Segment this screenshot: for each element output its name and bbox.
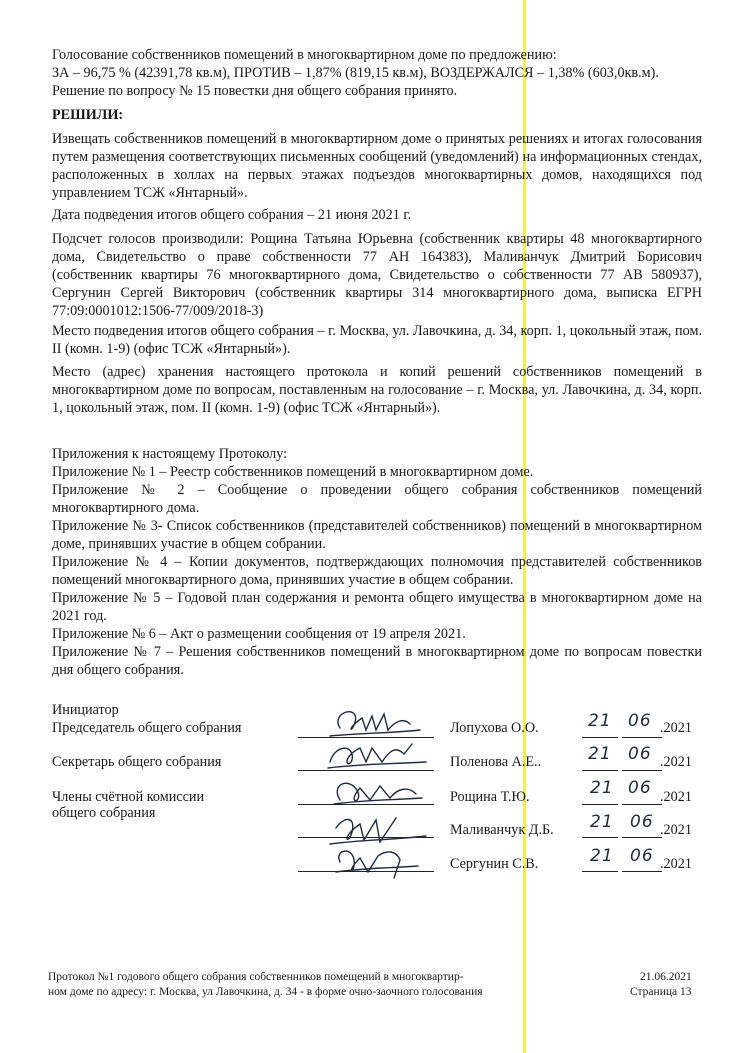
initiator-label: Инициатор <box>52 702 119 718</box>
resolved-heading: РЕШИЛИ: <box>52 107 124 123</box>
appendix-item: Приложение № 6 – Акт о размещении сообщения от 19 апреля 2021. <box>52 626 466 642</box>
date-day-line <box>582 770 618 771</box>
date-day-line <box>582 737 618 738</box>
appendix-item: Приложение № 3- Список собственников (представителей собственников) помещений в многоквартирном доме, принявших участие в общем собрании. <box>52 518 702 552</box>
vote-line-1: Голосование собственников помещений в многоквартирном доме по предложению: <box>52 47 557 63</box>
footer-protocol-line-2: ном доме по адресу: г. Москва, ул Лавочкина, д. 34 - в форме очно-заочного голосования <box>48 986 483 998</box>
handwritten-signatures <box>300 700 440 890</box>
handwritten-day: 21 <box>590 778 614 798</box>
footer-protocol-line-1: Протокол №1 годового общего собрания собственников помещений в многоквартир- <box>48 971 464 983</box>
handwritten-day: 21 <box>590 812 614 832</box>
date-month-line <box>622 871 662 872</box>
commission-label-2: общего собрания <box>52 805 156 821</box>
date-month-line <box>622 770 662 771</box>
commission-label: Члены счётной комиссии <box>52 789 205 805</box>
handwritten-month: 06 <box>630 846 654 866</box>
paragraph-storage: Место (адрес) хранения настоящего протокола и копий решений собственников помещений в многоквартирном доме по вопросам, поставленным на голосование – г. Москва, ул. Лавочкина, д. 34, корп. 1, цокольный этаж, пом. II (комн. 1-9) (офис ТСЖ «Янтарный»). <box>52 364 702 416</box>
paragraph-place: Место подведения итогов общего собрания – г. Москва, ул. Лавочкина, д. 34, корп. 1, цокольный этаж, пом. II (комн. 1-9) (офис ТСЖ «Янтарный»). <box>52 323 702 357</box>
handwritten-month: 06 <box>628 744 652 764</box>
date-year: .2021 <box>660 822 692 838</box>
handwritten-day: 21 <box>590 846 614 866</box>
appendix-item: Приложение № 7 – Решения собственников помещений в многоквартирном доме по вопросам повестки дня общего собрания. <box>52 644 702 678</box>
date-month-line <box>622 837 662 838</box>
date-month-line <box>622 804 662 805</box>
handwritten-month: 06 <box>628 778 652 798</box>
chair-label: Председатель общего собрания <box>52 720 242 736</box>
handwritten-day: 21 <box>588 744 612 764</box>
handwritten-month: 06 <box>628 711 652 731</box>
date-year: .2021 <box>660 720 692 736</box>
signer-name: Поленова А.Е.. <box>450 754 542 770</box>
handwritten-month: 06 <box>630 812 654 832</box>
date-month-line <box>622 737 662 738</box>
footer-page-number: Страница 13 <box>630 986 692 998</box>
appendices-heading: Приложения к настоящему Протоколу: <box>52 446 288 462</box>
vote-line-3: Решение по вопросу № 15 повестки дня общего собрания принято. <box>52 83 458 99</box>
date-day-line <box>582 871 618 872</box>
paragraph-counters: Подсчет голосов производили: Рощина Татьяна Юрьевна (собственник квартиры 48 многоквартирного дома, Свидетельство о праве собственности 77 АН 164383), Маливанчук Дмитрий Борисович (собственник квартиры 76 многоквартирного дома, Свидетельство о собственности 77 АВ 580937), Сергунин Сергей Викторович (собственник квартиры 314 многоквартирного дома, выписка ЕГРН 77:09:0001012:1506-77/009/2018-3) <box>52 231 702 319</box>
date-year: .2021 <box>660 754 692 770</box>
appendix-item: Приложение № 5 – Годовой план содержания и ремонта общего имущества в многоквартирном доме на 2021 год. <box>52 590 702 624</box>
date-year: .2021 <box>660 856 692 872</box>
paragraph-date: Дата подведения итогов общего собрания – 21 июня 2021 г. <box>52 207 412 223</box>
date-year: .2021 <box>660 789 692 805</box>
signer-name: Маливанчук Д.Б. <box>450 822 554 838</box>
date-day-line <box>582 837 618 838</box>
secretary-label: Секретарь общего собрания <box>52 754 222 770</box>
date-day-line <box>582 804 618 805</box>
signer-name: Сергунин С.В. <box>450 856 539 872</box>
paragraph-notify: Извещать собственников помещений в многоквартирном доме о принятых решениях и итогах голосования путем размещения соответствующих письменных сообщений (уведомлений) на информационных стендах, расположенных в холлах на первых этажах подъездов многоквартирных домов, находящихся под управлением ТСЖ «Янтарный». <box>52 131 702 201</box>
vote-line-2: ЗА – 96,75 % (42391,78 кв.м), ПРОТИВ – 1,87% (819,15 кв.м), ВОЗДЕРЖАЛСЯ – 1,38% (603,0кв.м). <box>52 65 659 81</box>
footer-date: 21.06.2021 <box>640 971 692 983</box>
signer-name: Лопухова О.О. <box>450 720 539 736</box>
appendix-item: Приложение № 2 – Сообщение о проведении общего собрания собственников помещений многоквартирного дома. <box>52 482 702 516</box>
appendix-item: Приложение № 4 – Копии документов, подтверждающих полномочия представителей собственников помещений многоквартирного дома, принявших участие в общем собрании. <box>52 554 702 588</box>
signer-name: Рощина Т.Ю. <box>450 789 530 805</box>
appendix-item: Приложение № 1 – Реестр собственников помещений в многоквартирном доме. <box>52 464 534 480</box>
handwritten-day: 21 <box>588 711 612 731</box>
